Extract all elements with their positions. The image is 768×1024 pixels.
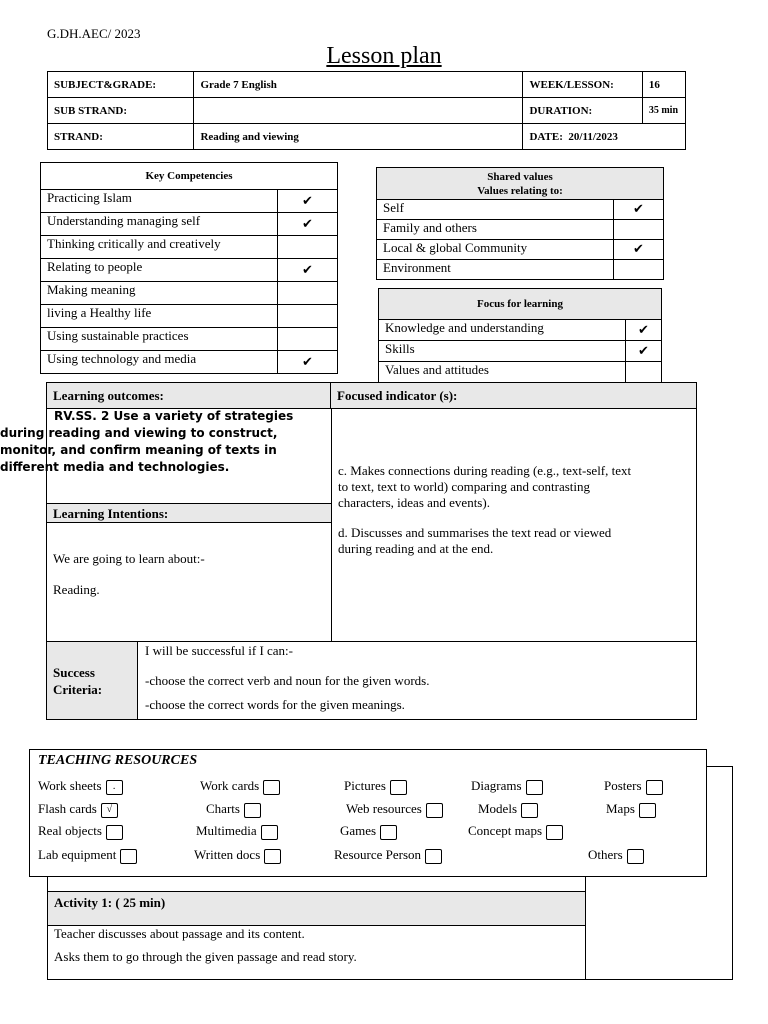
activity-line-1: Teacher discusses about passage and its content.	[54, 926, 305, 941]
resource-checkbox[interactable]	[646, 780, 663, 795]
competency-label: Using technology and media	[41, 351, 278, 374]
resource-checkbox[interactable]	[526, 780, 543, 795]
focused-indicators-label: Focused indicator (s):	[331, 383, 696, 409]
competency-label: Understanding managing self	[41, 213, 278, 236]
indicator-d: d. Discusses and summarises the text read or viewed during reading and at the end.	[338, 525, 612, 556]
value-row	[377, 220, 664, 240]
value-label: Family and others	[377, 220, 614, 240]
resource-item[interactable]	[471, 778, 543, 795]
activity-line-2: Asks them to go through the given passage and read story.	[54, 949, 357, 964]
value-label: Local & global Community	[377, 240, 614, 260]
resource-checkbox[interactable]	[546, 825, 563, 840]
resource-checkbox[interactable]: √	[101, 803, 118, 818]
week-value: 16	[642, 72, 685, 98]
competency-label: Using sustainable practices	[41, 328, 278, 351]
resource-label: Work sheets	[38, 778, 102, 793]
resource-label: Games	[340, 823, 377, 838]
focus-row	[379, 362, 662, 383]
competency-row	[41, 328, 338, 351]
focus-row	[379, 320, 662, 341]
intentions-line-2: Reading.	[53, 582, 100, 597]
learning-intentions-label: Learning Intentions:	[47, 503, 331, 523]
resource-checkbox[interactable]	[426, 803, 443, 818]
value-checkmark	[614, 260, 664, 280]
resource-label: Written docs	[194, 847, 261, 862]
value-row	[377, 260, 664, 280]
column-divider	[331, 409, 332, 641]
competency-checkmark	[278, 236, 338, 259]
success-line-2: -choose the correct verb and noun for the given words.	[145, 673, 430, 688]
resource-item[interactable]	[340, 823, 397, 840]
value-checkmark: ✔	[614, 200, 664, 220]
focus-title: Focus for learning	[379, 289, 662, 320]
resource-checkbox[interactable]	[263, 780, 280, 795]
resource-checkbox[interactable]	[627, 849, 644, 864]
resource-label: Posters	[604, 778, 642, 793]
resource-label: Resource Person	[334, 847, 422, 862]
resource-label: Models	[478, 801, 517, 816]
value-checkmark: ✔	[614, 240, 664, 260]
competency-row	[41, 190, 338, 213]
resource-label: Charts	[206, 801, 240, 816]
resource-item[interactable]	[38, 823, 123, 840]
resource-checkbox[interactable]	[425, 849, 442, 864]
focus-label: Values and attitudes	[379, 362, 626, 383]
values-table	[376, 167, 664, 280]
competency-checkmark	[278, 282, 338, 305]
substrand-label: SUB STRAND:	[48, 98, 194, 124]
competency-checkmark: ✔	[278, 213, 338, 236]
resource-checkbox[interactable]	[380, 825, 397, 840]
resource-label: Diagrams	[471, 778, 522, 793]
resource-label: Others	[588, 847, 623, 862]
success-line-3: -choose the correct words for the given meanings.	[145, 697, 405, 712]
learning-outcome-statement: RV.SS. 2 Use a variety of strategies during reading and viewing to construct, monitor, and confirm meaning of texts in different media and technologies.	[0, 409, 294, 474]
competency-label: living a Healthy life	[41, 305, 278, 328]
resource-checkbox[interactable]	[261, 825, 278, 840]
duration-value: 35 min	[642, 98, 685, 124]
values-title-2: Values relating to:	[477, 184, 563, 197]
date-label: DATE:	[529, 130, 563, 143]
focus-checkmark: ✔	[626, 341, 662, 362]
substrand-value	[194, 98, 523, 124]
competency-checkmark: ✔	[278, 190, 338, 213]
competency-checkmark	[278, 328, 338, 351]
competencies-table	[40, 162, 338, 374]
resource-label: Pictures	[344, 778, 386, 793]
week-label: WEEK/LESSON:	[523, 72, 642, 98]
resource-checkbox[interactable]: .	[106, 780, 123, 795]
resources-title: TEACHING RESOURCES	[38, 753, 198, 768]
competency-row	[41, 213, 338, 236]
focus-label: Knowledge and understanding	[379, 320, 626, 341]
strand-value: Reading and viewing	[194, 124, 523, 150]
competency-label: Relating to people	[41, 259, 278, 282]
resource-item[interactable]	[196, 823, 278, 840]
resource-item[interactable]	[334, 847, 442, 864]
resource-item[interactable]	[468, 823, 563, 840]
resource-item[interactable]	[346, 801, 443, 818]
resource-checkbox[interactable]	[521, 803, 538, 818]
resource-label: Web resources	[346, 801, 422, 816]
resource-checkbox[interactable]	[264, 849, 281, 864]
strand-label: STRAND:	[48, 124, 194, 150]
competency-label: Making meaning	[41, 282, 278, 305]
focus-label: Skills	[379, 341, 626, 362]
success-label: Success Criteria:	[53, 665, 103, 697]
competency-checkmark: ✔	[278, 259, 338, 282]
competency-row	[41, 305, 338, 328]
competency-row	[41, 351, 338, 374]
focus-checkmark	[626, 362, 662, 383]
resource-checkbox[interactable]	[390, 780, 407, 795]
duration-label: DURATION:	[523, 98, 642, 124]
resource-checkbox[interactable]	[106, 825, 123, 840]
resource-item[interactable]	[206, 801, 261, 818]
resource-label: Multimedia	[196, 823, 257, 838]
subject-label: SUBJECT&GRADE:	[48, 72, 194, 98]
subject-value: Grade 7 English	[194, 72, 523, 98]
resource-item[interactable]	[478, 801, 538, 818]
focus-checkmark: ✔	[626, 320, 662, 341]
value-row	[377, 200, 664, 220]
date-value: 20/11/2023	[568, 130, 618, 143]
resource-item[interactable]	[38, 847, 137, 864]
resource-label: Real objects	[38, 823, 102, 838]
activity-1-title: Activity 1: ( 25 min)	[48, 892, 585, 926]
indicator-c: c. Makes connections during reading (e.g., text-self, text to text, text to world) comparing and contrasting characters, ideas and events).	[338, 463, 632, 510]
values-title	[377, 168, 664, 200]
header-table	[47, 71, 686, 150]
resource-checkbox[interactable]	[639, 803, 656, 818]
competency-label: Practicing Islam	[41, 190, 278, 213]
resource-label: Concept maps	[468, 823, 543, 838]
resource-label: Work cards	[200, 778, 260, 793]
focus-table	[378, 288, 662, 383]
competency-row	[41, 282, 338, 305]
value-checkmark	[614, 220, 664, 240]
success-label-cell	[47, 642, 138, 719]
resource-item[interactable]	[38, 778, 123, 795]
value-label: Self	[377, 200, 614, 220]
values-title-1: Shared values	[487, 170, 553, 183]
resource-checkbox[interactable]	[120, 849, 137, 864]
learning-outcome-text	[0, 408, 310, 476]
learning-outcomes-label: Learning outcomes:	[47, 383, 331, 409]
competency-checkmark: ✔	[278, 351, 338, 374]
resource-item[interactable]	[604, 778, 663, 795]
resource-item[interactable]	[588, 847, 644, 864]
competency-row	[41, 259, 338, 282]
success-line-1: I will be successful if I can:-	[145, 643, 294, 658]
activity-1-box	[47, 891, 586, 980]
value-row	[377, 240, 664, 260]
focus-row	[379, 341, 662, 362]
page-title: Lesson plan	[326, 43, 442, 69]
competency-label: Thinking critically and creatively	[41, 236, 278, 259]
resource-label: Flash cards	[38, 801, 97, 816]
resource-item[interactable]	[38, 801, 118, 818]
document-ref: G.DH.AEC/ 2023	[47, 26, 141, 41]
resource-item[interactable]	[194, 847, 281, 864]
resource-item[interactable]	[200, 778, 280, 795]
resource-label: Lab equipment	[38, 847, 117, 862]
competencies-title: Key Competencies	[41, 163, 338, 190]
resource-checkbox[interactable]	[244, 803, 261, 818]
date-cell	[523, 124, 686, 150]
success-divider	[47, 641, 696, 642]
competency-row	[41, 236, 338, 259]
intentions-line-1: We are going to learn about:-	[53, 551, 205, 566]
resource-item[interactable]	[344, 778, 407, 795]
resource-label: Maps	[606, 801, 635, 816]
competency-checkmark	[278, 305, 338, 328]
value-label: Environment	[377, 260, 614, 280]
resource-item[interactable]	[606, 801, 656, 818]
